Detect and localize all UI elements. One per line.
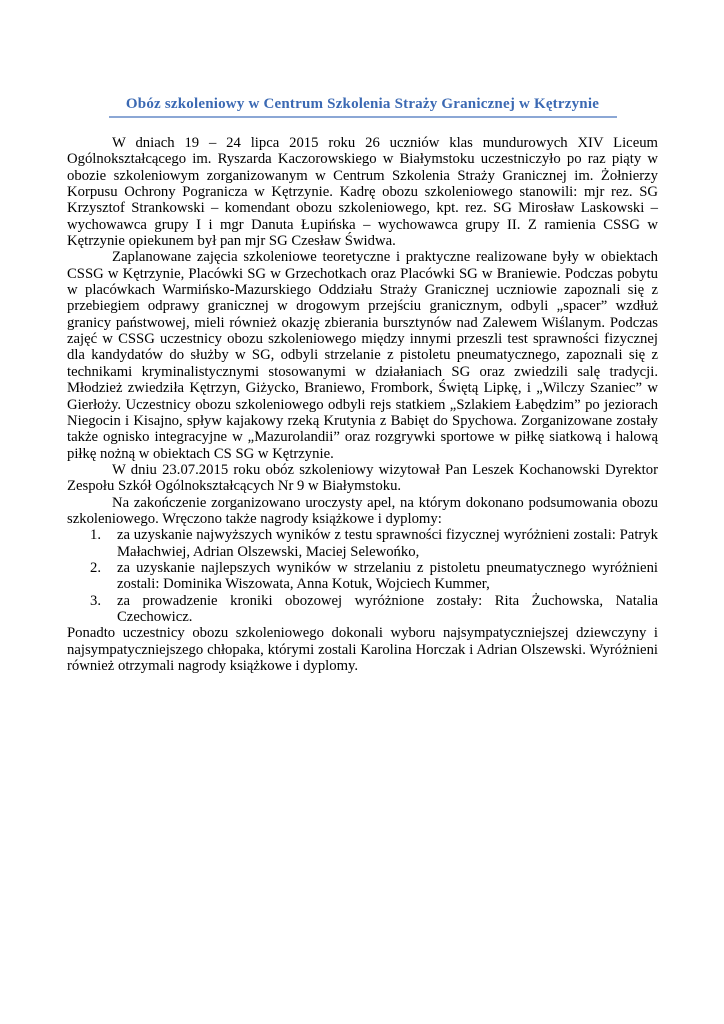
- list-item-number: 3.: [90, 592, 102, 609]
- paragraph-ceremony: Na zakończenie zorganizowano uroczysty apel, na którym dokonano podsumowania obozu szkoleniowego. Wręczono także nagrody książkowe i dyplomy:: [67, 494, 658, 527]
- paragraph-visit: W dniu 23.07.2015 roku obóz szkoleniowy wizytował Pan Leszek Kochanowski Dyrektor Zespołu Szkół Ogólnokształcących Nr 9 w Białymstoku.: [67, 461, 658, 495]
- list-item: [90, 527, 658, 560]
- title-underline-rule: [109, 116, 617, 118]
- list-item: [90, 559, 658, 593]
- document-body: [67, 135, 658, 674]
- list-item-number: 1.: [90, 527, 102, 544]
- paragraph-closing: Ponadto uczestnicy obozu szkoleniowego dokonali wyboru najsympatyczniejszej dziewczyny i najsympatyczniejszego chłopaka, którymi zostali Karolina Horczak i Adrian Olszewski. Wyróżnieni również otrzymali nagrody książkowe i dyplomy.: [67, 625, 658, 674]
- list-item-text: za prowadzenie kroniki obozowej wyróżnione zostały: Rita Żuchowska, Natalia Czechowicz.: [117, 592, 658, 625]
- document-title: Obóz szkoleniowy w Centrum Szkolenia Straży Granicznej w Kętrzynie: [125, 96, 600, 112]
- list-item: [90, 592, 658, 626]
- paragraph-intro: W dniach 19 – 24 lipca 2015 roku 26 uczniów klas mundurowych XIV Liceum Ogólnokształcącego im. Ryszarda Kaczorowskiego w Białymstoku uczestniczyło po raz piąty w obozie szkoleniowym zorganizowanym w Centrum Szkolenia Straży Granicznej im. Żołnierzy Korpusu Ochrony Pogranicza w Kętrzynie. Kadrę obozu szkoleniowego stanowili: mjr rez. SG Krzysztof Strankowski – komendant obozu szkoleniowego, kpt. rez. SG Mirosław Laskowski – wychowawca grupy I i mgr Danuta Łupińska – wychowawca grupy II. Z ramienia CSSG w Kętrzynie opiekunem był pan mjr SG Czesław Świdwa.: [67, 135, 658, 250]
- paragraph-activities: Zaplanowane zajęcia szkoleniowe teoretyczne i praktyczne realizowane były w obiektach CSSG w Kętrzynie, Placówki SG w Grzechotkach oraz Placówki SG w Braniewie. Podczas pobytu w placówkach Warmińsko-Mazurskiego Oddziału Straży Granicznej uczniowie zapoznali się z przebiegiem odprawy granicznej w drogowym przejściu granicznym, odbyli „spacer” wzdłuż granicy państwowej, mieli również okazję zbierania bursztynów nad Zalewem Wiślanym. Podczas zajęć w CSSG uczestnicy obozu szkoleniowego między innymi przeszli test sprawności fizycznej dla kandydatów do służby w SG, odbyli strzelanie z pistoletu pneumatycznego, zapoznali się z technikami kryminalistycznymi stosowanymi w działaniach SG oraz zwiedzili salę tradycji. Młodzież zwiedziła Kętrzyn, Giżycko, Braniewo, Frombork, Świętą Lipkę, i „Wilczy Szaniec” w Gierłoży. Uczestnicy obozu szkoleniowego odbyli rejs statkiem „Szlakiem Łabędzim” po jeziorach Niegocin i Kisajno, spływ kajakowy rzeką Krutynia z Babięt do Spychowa. Zorganizowane zostały także ognisko integracyjne w „Mazurolandii” oraz rozgrywki sportowe w piłkę siatkową i halową piłkę nożną w obiektach CS SG w Kętrzynie.: [67, 249, 658, 462]
- list-item-number: 2.: [90, 559, 102, 576]
- awards-numbered-list: [67, 527, 658, 625]
- list-item-text: za uzyskanie najwyższych wyników z testu sprawności fizycznej wyróżnieni zostali: Patryk Małachwiej, Adrian Olszewski, Maciej Selewońko,: [117, 527, 658, 560]
- list-item-text: za uzyskanie najlepszych wyników w strzelaniu z pistoletu pneumatycznego wyróżnieni zostali: Dominika Wiszowata, Anna Kotuk, Wojciech Kummer,: [117, 559, 658, 593]
